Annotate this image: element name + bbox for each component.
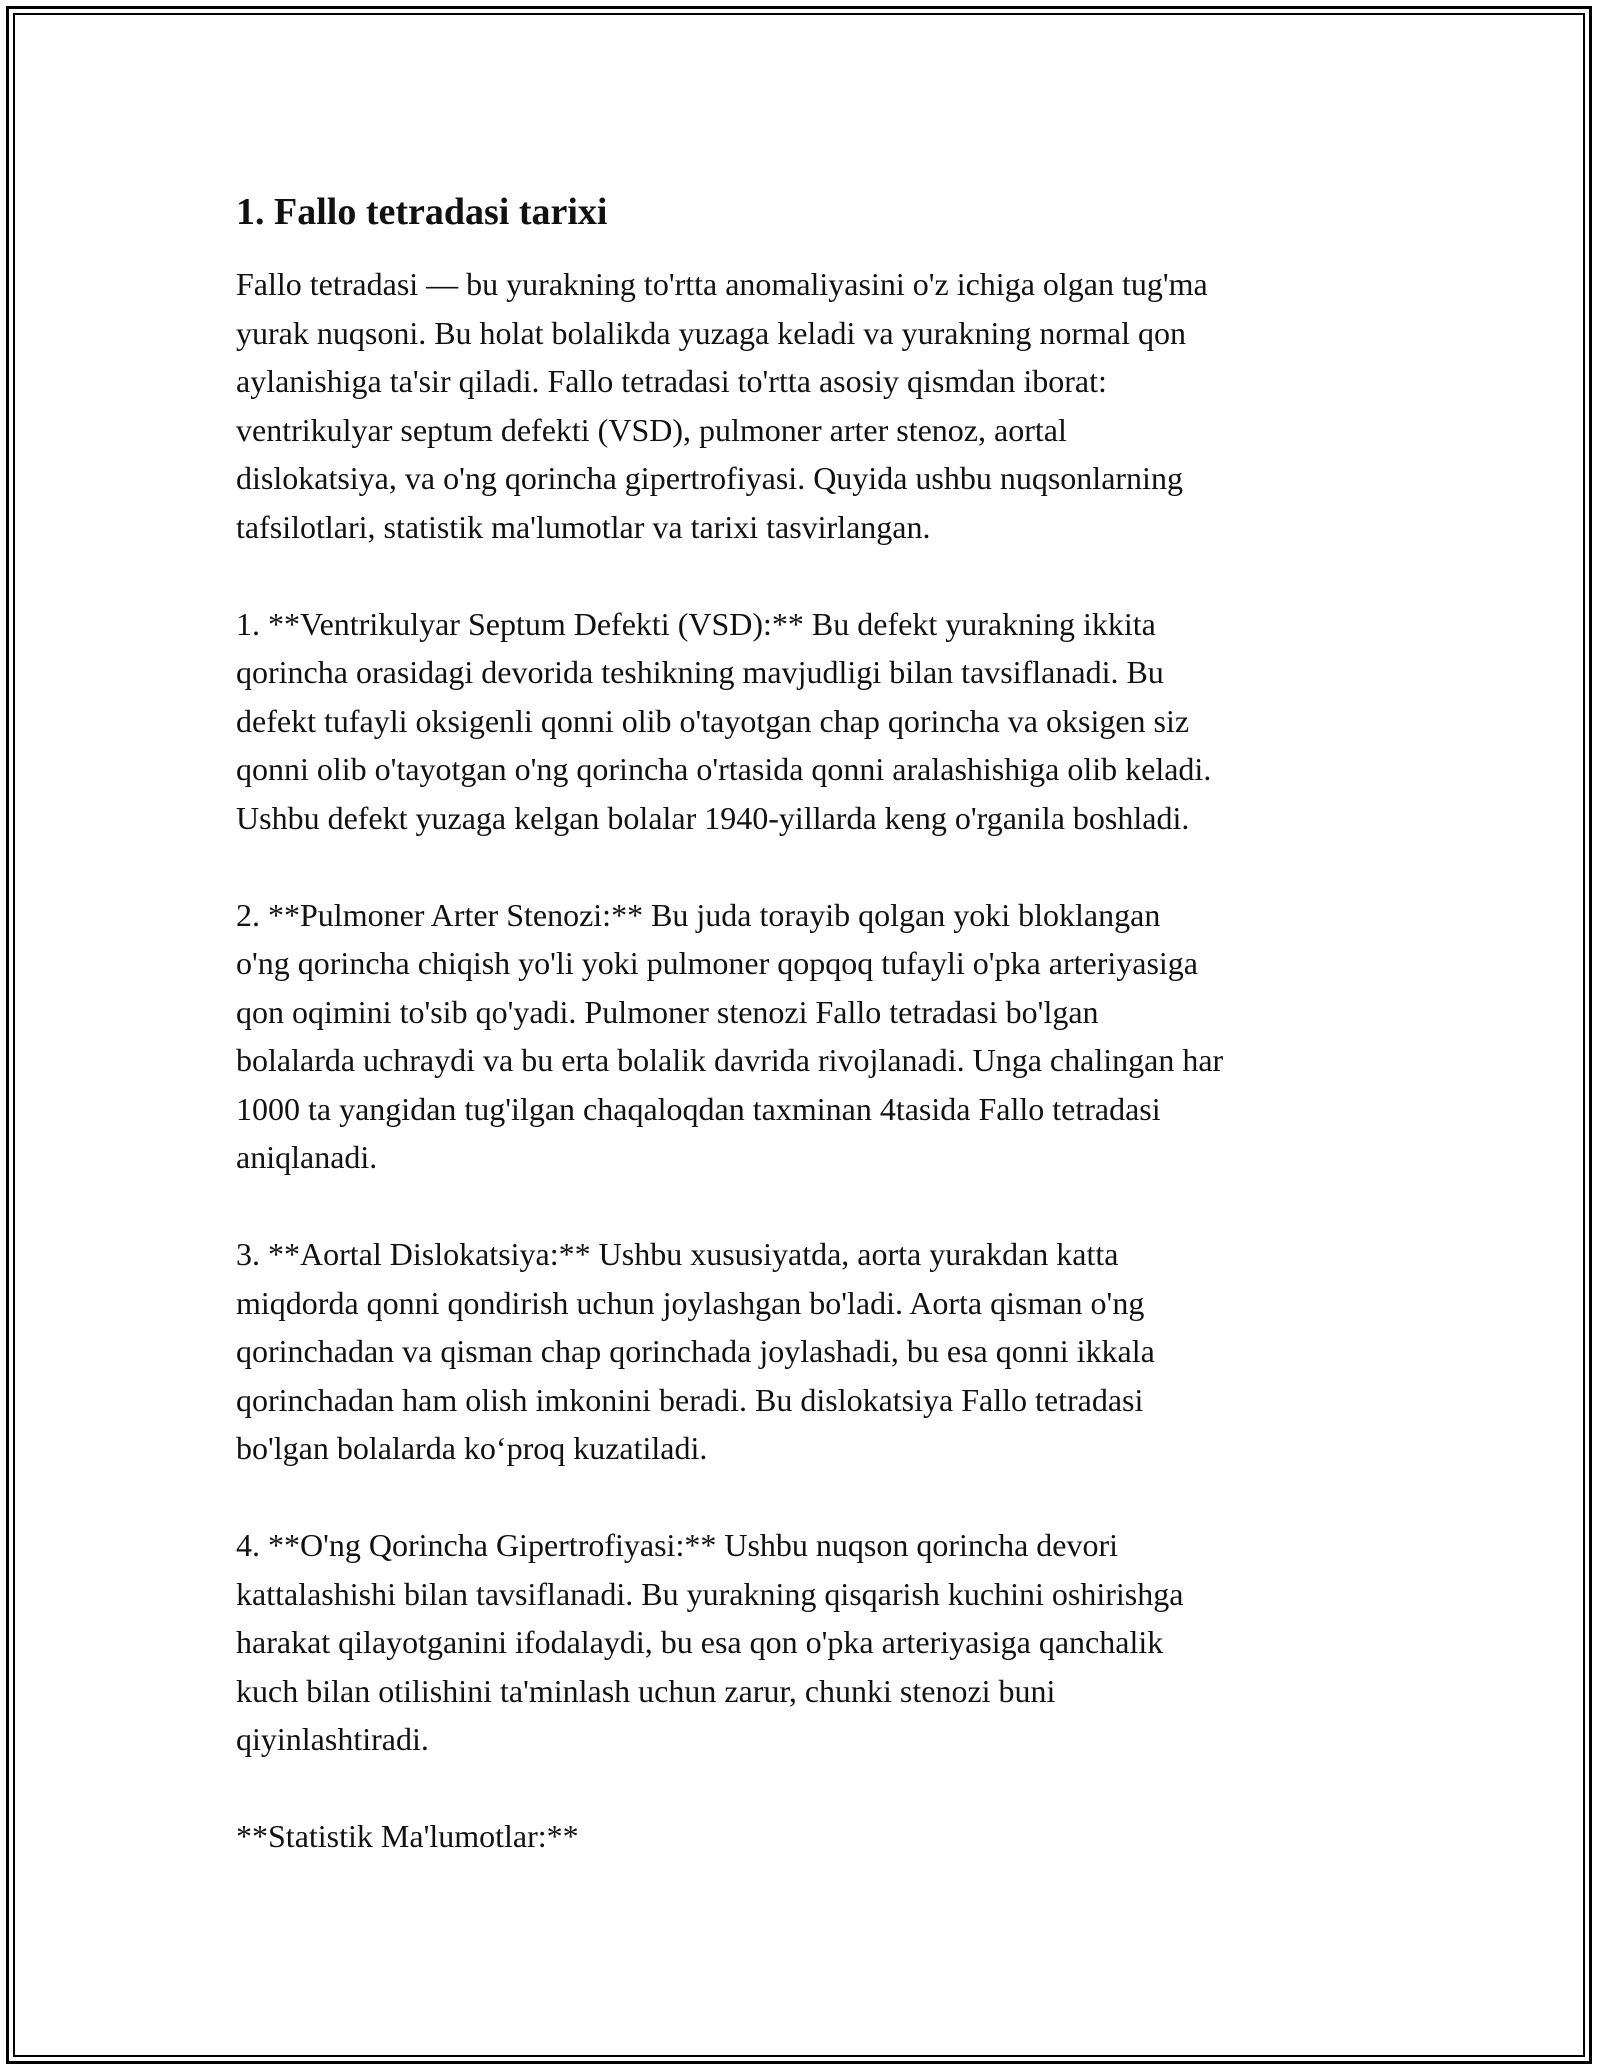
- text-line: Ushbu defekt yuzaga kelgan bolalar 1940-yillarda keng o'rganila boshladi.: [236, 799, 1190, 836]
- text-line: 1. **Ventrikulyar Septum Defekti (VSD):** Bu defekt yurakning ikkita: [236, 605, 1156, 642]
- document-title: 1. Fallo tetradasi tarixi: [236, 191, 608, 233]
- text-line: qonni olib o'tayotgan o'ng qorincha o'rtasida qonni aralashishiga olib keladi.: [236, 751, 1212, 787]
- text-line: yurak nuqsoni. Bu holat bolalikda yuzaga keladi va yurakning normal qon: [236, 314, 1186, 351]
- text-line: harakat qilayotganini ifodalaydi, bu esa qon o'pka arteriyasiga qanchalik: [236, 1624, 1164, 1660]
- text-line: qorincha orasidagi devorida teshikning mavjudligi bilan tavsiflanadi. Bu: [236, 654, 1164, 690]
- text-line: Fallo tetradasi — bu yurakning to'rtta anomaliyasini o'z ichiga olgan tug'ma: [236, 266, 1208, 302]
- text-line: qorinchadan ham olish imkonini beradi. Bu dislokatsiya Fallo tetradasi: [236, 1381, 1144, 1418]
- text-line: defekt tufayli oksigenli qonni olib o'tayotgan chap qorincha va oksigen siz: [236, 702, 1190, 739]
- text-line: tafsilotlari, statistik ma'lumotlar va tarixi tasvirlangan.: [236, 508, 931, 545]
- text-line: 1000 ta yangidan tug'ilgan chaqaloqdan taxminan 4tasida Fallo tetradasi: [236, 1090, 1161, 1127]
- text-line: kattalashishi bilan tavsiflanadi. Bu yurakning qisqarish kuchini oshirishga: [236, 1575, 1184, 1612]
- text-line: qorinchadan va qisman chap qorinchada joylashadi, bu esa qonni ikkala: [236, 1333, 1155, 1369]
- text-line: 3. **Aortal Dislokatsiya:** Ushbu xususiyatda, aorta yurakdan katta: [236, 1236, 1119, 1272]
- pulmonary-stenosis-paragraph: [236, 891, 1386, 1182]
- text-line: aylanishiga ta'sir qiladi. Fallo tetradasi to'rtta asosiy qismdan iborat:: [236, 363, 1107, 399]
- text-line: 4. **O'ng Qorincha Gipertrofiyasi:** Ushbu nuqson qorincha devori: [236, 1527, 1119, 1563]
- text-line: bo'lgan bolalarda ko‘proq kuzatiladi.: [236, 1430, 708, 1466]
- statistics-heading-paragraph: [236, 1812, 1386, 1861]
- text-line: miqdorda qonni qondirish uchun joylashgan bo'ladi. Aorta qisman o'ng: [236, 1284, 1145, 1321]
- text-line: **Statistik Ma'lumotlar:**: [236, 1818, 579, 1854]
- text-line: ventrikulyar septum defekti (VSD), pulmoner arter stenoz, aortal: [236, 411, 1067, 448]
- intro-paragraph: [236, 260, 1386, 551]
- vsd-paragraph: [236, 600, 1386, 843]
- text-line: kuch bilan otilishini ta'minlash uchun zarur, chunki stenozi buni: [236, 1672, 1056, 1709]
- ventricular-hypertrophy-paragraph: [236, 1521, 1386, 1764]
- text-line: dislokatsiya, va o'ng qorincha gipertrofiyasi. Quyida ushbu nuqsonlarning: [236, 460, 1183, 496]
- document-body: [236, 186, 1386, 1909]
- aortal-dislocation-paragraph: [236, 1230, 1386, 1473]
- text-line: 2. **Pulmoner Arter Stenozi:** Bu juda torayib qolgan yoki bloklangan: [236, 896, 1161, 933]
- text-line: o'ng qorincha chiqish yo'li yoki pulmoner qopqoq tufayli o'pka arteriyasiga: [236, 945, 1198, 981]
- text-line: qiyinlashtiradi.: [236, 1721, 429, 1757]
- text-line: aniqlanadi.: [236, 1139, 378, 1175]
- text-line: qon oqimini to'sib qo'yadi. Pulmoner stenozi Fallo tetradasi bo'lgan: [236, 993, 1099, 1030]
- text-line: bolalarda uchraydi va bu erta bolalik davrida rivojlanadi. Unga chalingan har: [236, 1042, 1224, 1078]
